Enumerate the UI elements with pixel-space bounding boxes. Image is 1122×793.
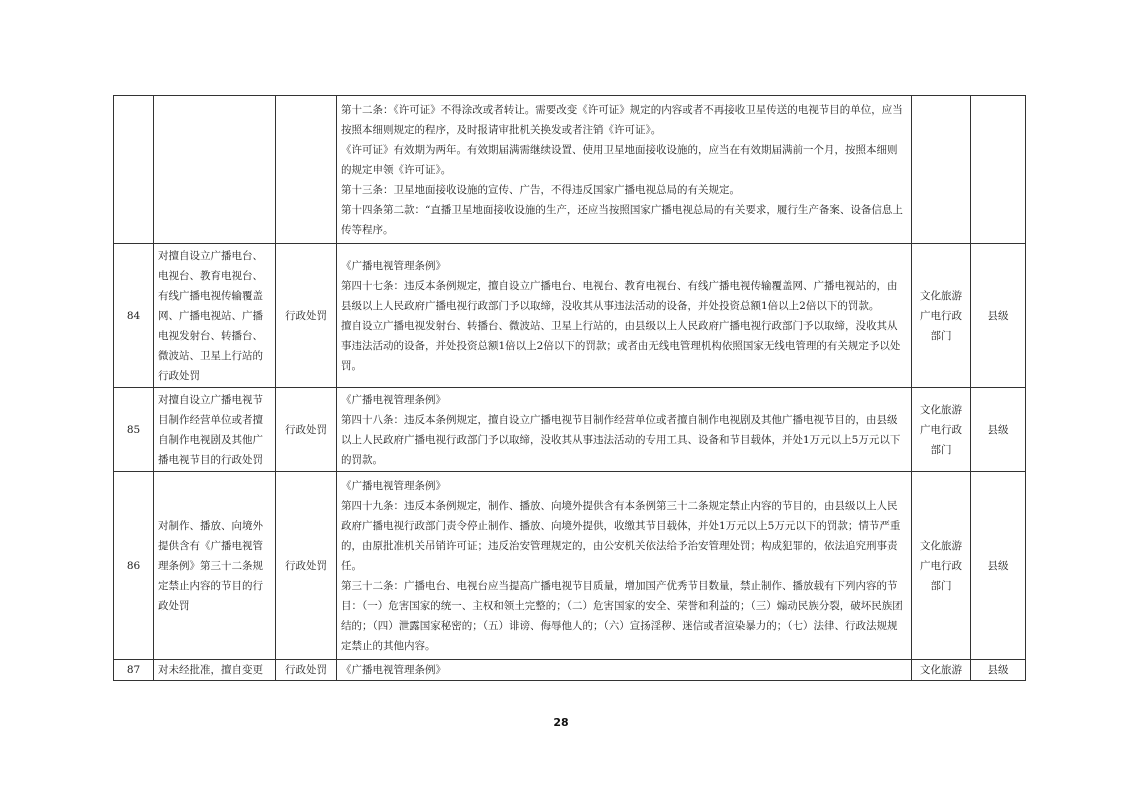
legal-basis (337, 244, 912, 388)
basis-paragraph: 《许可证》有效期为两年。有效期届满需继续设置、使用卫星地面接收设施的，应当在有效期届满前一个月，按照本细则的规定申领《许可证》。 (341, 143, 898, 176)
item-number: 85 (114, 388, 154, 472)
item-number: 87 (114, 660, 154, 681)
item-category (276, 96, 337, 244)
item-number: 84 (114, 244, 154, 388)
basis-paragraph: 第十二条：《许可证》不得涂改或者转让。需要改变《许可证》规定的内容或者不再接收卫星传送的电视节目的单位，应当按照本细则规定的程序，及时报请审批机关换发或者注销《许可证》。 (341, 103, 903, 136)
table-row (114, 660, 1026, 681)
basis-paragraph: 第四十七条：违反本条例规定，擅自设立广播电台、电视台、教育电视台、有线广播电视传输覆盖网、广播电视站的，由县级以上人民政府广播电视行政部门予以取缔，没收其从事违法活动的设备，并处投资总额1倍以上2倍以下的罚款。 (341, 279, 898, 312)
basis-paragraph: 擅自设立广播电视发射台、转播台、微波站、卫星上行站的，由县级以上人民政府广播电视行政部门予以取缔，没收其从事违法活动的设备，并处投资总额1倍以上2倍以下的罚款；或者由无线电管理机构依照国家无线电管理的有关规定予以处罚。 (341, 319, 901, 372)
basis-paragraph: 第三十二条：广播电台、电视台应当提高广播电视节目质量，增加国产优秀节目数量，禁止制作、播放载有下列内容的节目：（一）危害国家的统一、主权和领土完整的；（二）危害国家的安全、荣誉和利益的；（三）煽动民族分裂，破坏民族团结的；（四）泄露国家秘密的；（五）诽谤、侮辱他人的；（六）宣扬淫秽、迷信或者渲染暴力的；（七）法律、行政法规规定禁止的其他内容。 (341, 579, 903, 652)
item-name: 对擅自设立广播电台、电视台、教育电视台、有线广播电视传输覆盖网、广播电视站、广播电视发射台、转播台、微波站、卫星上行站的行政处罚 (154, 244, 276, 388)
enforcement-level: 县级 (971, 472, 1026, 660)
responsible-department (912, 96, 971, 244)
regulation-table (113, 95, 1026, 681)
item-category: 行政处罚 (276, 244, 337, 388)
item-category: 行政处罚 (276, 388, 337, 472)
basis-paragraph: 《广播电视管理条例》 (341, 479, 446, 492)
legal-basis (337, 472, 912, 660)
basis-paragraph: 第十三条：卫星地面接收设施的宣传、广告，不得违反国家广播电视总局的有关规定。 (341, 183, 740, 196)
basis-paragraph: 《广播电视管理条例》 (341, 664, 446, 676)
item-name: 对制作、播放、向境外提供含有《广播电视管理条例》第三十二条规定禁止内容的节目的行政处罚 (154, 472, 276, 660)
legal-basis (337, 660, 912, 681)
item-name: 对擅自设立广播电视节目制作经营单位或者擅自制作电视剧及其他广播电视节目的行政处罚 (154, 388, 276, 472)
basis-paragraph: 第十四条第二款：“直播卫星地面接收设施的生产，还应当按照国家广播电视总局的有关要求，履行生产备案、设备信息上传等程序。 (341, 203, 903, 236)
item-number: 86 (114, 472, 154, 660)
item-category: 行政处罚 (276, 660, 337, 681)
enforcement-level: 县级 (971, 388, 1026, 472)
table-row (114, 244, 1026, 388)
responsible-department: 文化旅游广电行政部门 (912, 244, 971, 388)
enforcement-level: 县级 (971, 244, 1026, 388)
legal-basis (337, 96, 912, 244)
enforcement-level (971, 96, 1026, 244)
enforcement-level: 县级 (971, 660, 1026, 681)
basis-paragraph: 第四十九条：违反本条例规定，制作、播放、向境外提供含有本条例第三十二条规定禁止内容的节目的，由县级以上人民政府广播电视行政部门责令停止制作、播放、向境外提供，收缴其节目载体，并处1万元以上5万元以下的罚款；情节严重的，由原批准机关吊销许可证；违反治安管理规定的，由公安机关依法给予治安管理处罚；构成犯罪的，依法追究刑事责任。 (341, 499, 901, 572)
basis-paragraph: 《广播电视管理条例》 (341, 259, 446, 272)
responsible-department: 文化旅游 (912, 660, 971, 681)
table-row (114, 388, 1026, 472)
responsible-department: 文化旅游广电行政部门 (912, 472, 971, 660)
table-row (114, 96, 1026, 244)
table-row (114, 472, 1026, 660)
item-category: 行政处罚 (276, 472, 337, 660)
page-number: 28 (553, 716, 569, 729)
item-name (154, 96, 276, 244)
responsible-department: 文化旅游广电行政部门 (912, 388, 971, 472)
legal-basis (337, 388, 912, 472)
basis-paragraph: 第四十八条：违反本条例规定，擅自设立广播电视节目制作经营单位或者擅自制作电视剧及其他广播电视节目的，由县级以上人民政府广播电视行政部门予以取缔，没收其从事违法活动的专用工具、设备和节目载体，并处1万元以上5万元以下的罚款。 (341, 413, 901, 466)
item-number (114, 96, 154, 244)
basis-paragraph: 《广播电视管理条例》 (341, 393, 446, 406)
item-name: 对未经批准，擅自变更 (154, 660, 276, 681)
